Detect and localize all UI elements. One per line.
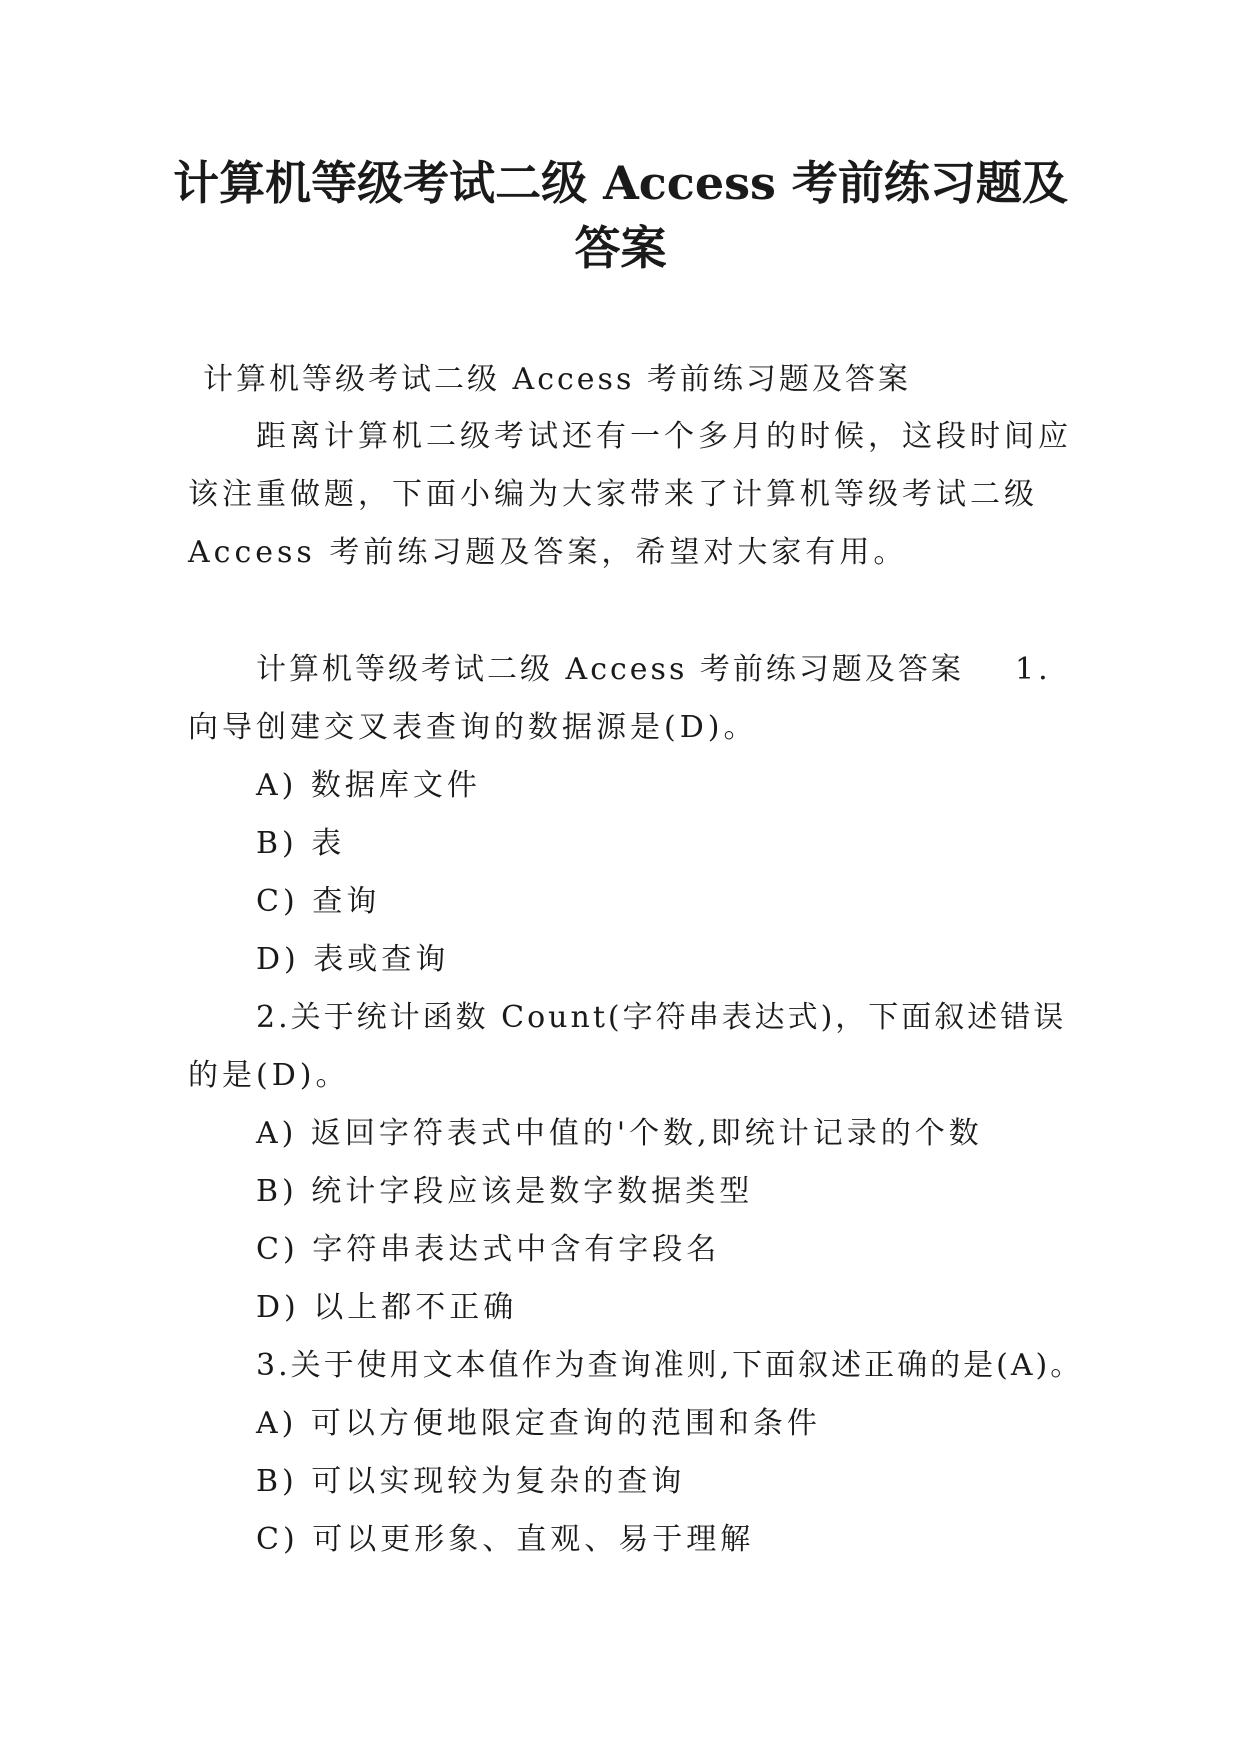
document-title-line-2: 答案 [574,221,667,275]
question-3-text: 3.关于使用文本值作为查询准则,下面叙述正确的是(A)。 [256,1348,1084,1383]
document-title-line-1: 计算机等级考试二级 Access 考前练习题及 [173,156,1068,210]
question-3-option-a: A) 可以方便地限定查询的范围和条件 [256,1406,821,1441]
intro-line-3: Access 考前练习题及答案，希望对大家有用。 [188,535,908,570]
question-1-number: 1. [1015,652,1052,687]
question-1-text: 向导创建交叉表查询的数据源是(D)。 [188,710,758,745]
question-1-option-b: B) 表 [256,826,346,861]
question-2-option-b: B) 统计字段应该是数字数据类型 [256,1174,754,1209]
question-1-option-a: A) 数据库文件 [256,768,481,803]
question-1-option-c: C) 查询 [256,884,381,919]
question-2-text-line-2: 的是(D)。 [188,1058,350,1093]
question-2-option-a: A) 返回字符表式中值的'个数,即统计记录的个数 [256,1116,983,1151]
question-2-option-d: D) 以上都不正确 [256,1290,518,1325]
question-1-option-d: D) 表或查询 [256,942,450,977]
intro-line-1: 距离计算机二级考试还有一个多月的时候，这段时间应 [256,419,1072,454]
question-1-heading: 计算机等级考试二级 Access 考前练习题及答案 [256,652,964,687]
question-3-option-c: C) 可以更形象、直观、易于理解 [256,1522,755,1557]
intro-line-2: 该注重做题，下面小编为大家带来了计算机等级考试二级 [188,477,1038,512]
question-2-option-c: C) 字符串表达式中含有字段名 [256,1232,721,1267]
document-subtitle: 计算机等级考试二级 Access 考前练习题及答案 [203,362,911,397]
question-2-text-line-1: 2.关于统计函数 Count(字符串表达式)，下面叙述错误 [256,1000,1067,1035]
question-3-option-b: B) 可以实现较为复杂的查询 [256,1464,686,1499]
